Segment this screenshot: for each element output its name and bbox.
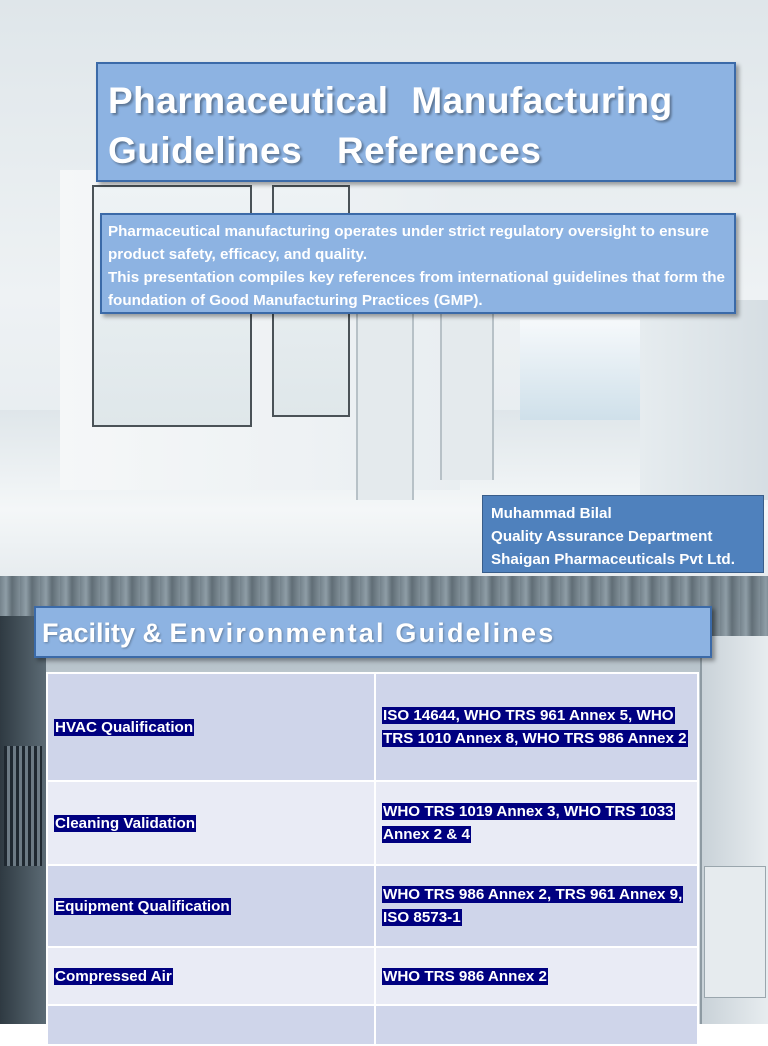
- author-company: Shaigan Pharmaceuticals Pvt Ltd.: [491, 551, 735, 568]
- reference-text: WHO TRS 986 Annex 2, TRS 961 Annex 9, ISO 8573-1: [383, 886, 683, 926]
- right-wall-background: [640, 300, 768, 500]
- machine-rack-background: [4, 746, 42, 866]
- reference-cell: [375, 781, 698, 865]
- table-row: [47, 673, 698, 781]
- table-row: [47, 865, 698, 947]
- reference-text: WHO TRS 986 Annex 2: [383, 967, 548, 985]
- table-row: [47, 1005, 698, 1045]
- author-box: [482, 495, 764, 573]
- reference-cell: [375, 673, 698, 781]
- topic-cell: [47, 781, 375, 865]
- section-title: [34, 606, 712, 658]
- title-word: References: [336, 130, 542, 171]
- cleanroom-door: [440, 310, 494, 480]
- topic-text: Cleaning Validation: [55, 814, 196, 832]
- topic-text: Equipment Qualification: [55, 897, 230, 915]
- table-row: [47, 947, 698, 1005]
- topic-cell: [47, 1005, 375, 1045]
- topic-text: Compressed Air: [55, 967, 172, 985]
- title-line-1: [108, 76, 724, 126]
- author-department: Quality Assurance Department: [491, 528, 713, 545]
- topic-cell: [47, 865, 375, 947]
- reference-cell: [375, 1005, 698, 1045]
- cabinet-background: [704, 866, 766, 998]
- topic-cell: [47, 673, 375, 781]
- section-title-prefix: Facility &: [42, 618, 170, 648]
- reference-cell: [375, 865, 698, 947]
- slide-title-box: [96, 62, 736, 182]
- corridor-background: [520, 320, 640, 420]
- intro-paragraph: Pharmaceutical manufacturing operates under strict regulatory oversight to ensure product safety, efficacy, and quality.: [108, 223, 709, 263]
- cleanroom-door: [356, 300, 414, 500]
- reference-text: ISO 14644, WHO TRS 961 Annex 5, WHO TRS 1010 Annex 8, WHO TRS 986 Annex 2: [383, 707, 687, 747]
- topic-cell: [47, 947, 375, 1005]
- title-word: Guidelines: [108, 130, 303, 171]
- intro-paragraph: This presentation compiles key references from international guidelines that form the foundation of Good Manufacturing Practices (GMP).: [108, 269, 725, 309]
- title-line-2: [108, 126, 724, 176]
- author-name: Muhammad Bilal: [491, 505, 612, 522]
- title-word: Pharmaceutical: [108, 80, 389, 121]
- title-word: Manufacturing: [411, 80, 673, 121]
- table-row: [47, 781, 698, 865]
- reference-cell: [375, 947, 698, 1005]
- reference-text: WHO TRS 1019 Annex 3, WHO TRS 1033 Annex 2 & 4: [383, 803, 674, 843]
- section-title-spaced: Environmental Guidelines: [169, 618, 556, 648]
- topic-text: HVAC Qualification: [55, 718, 194, 736]
- intro-text-box: [100, 213, 736, 314]
- guidelines-table: [46, 672, 699, 1046]
